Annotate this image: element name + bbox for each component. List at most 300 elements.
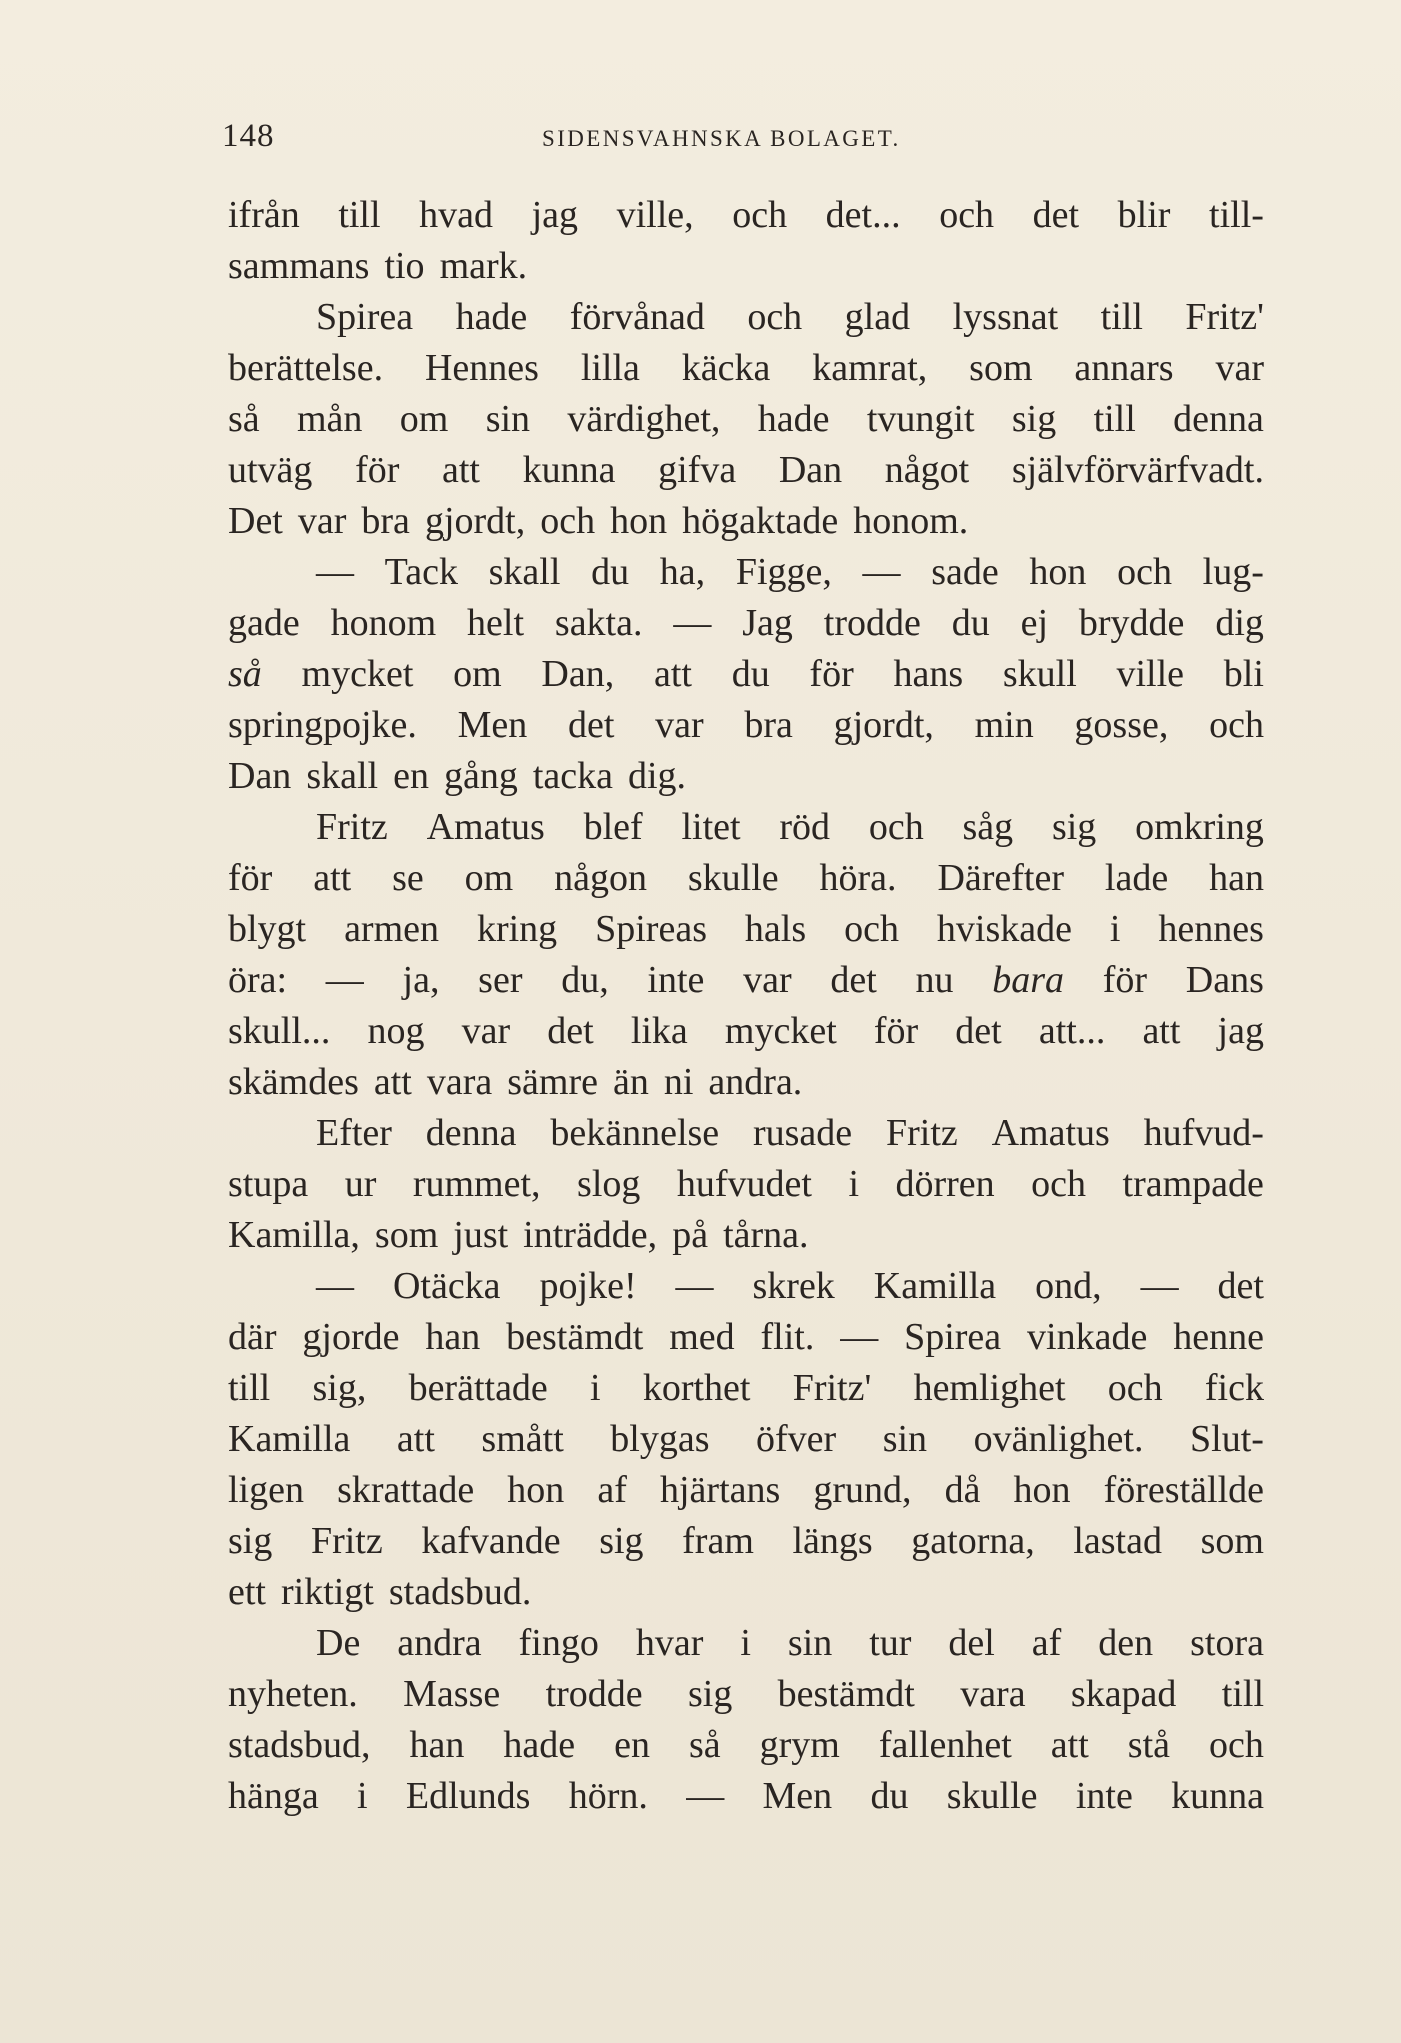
word: gatorna,: [911, 1520, 1035, 1562]
word: tvungit: [866, 398, 975, 440]
word: ur: [344, 1163, 377, 1205]
word: del: [948, 1622, 995, 1664]
text-line: [228, 1363, 1264, 1414]
word: bekännelse: [550, 1112, 720, 1154]
word: att: [442, 449, 480, 491]
word: grund,: [813, 1469, 912, 1511]
word: gjordt,: [833, 704, 934, 746]
word: bra: [361, 500, 410, 542]
word: ja,: [402, 959, 440, 1001]
word: ej: [1020, 602, 1049, 644]
word: så: [688, 1724, 721, 1766]
word: på: [672, 1214, 709, 1256]
word: —: [1140, 1265, 1179, 1307]
word: i: [1109, 908, 1121, 950]
text-line: [228, 1057, 1264, 1108]
word: hufvudet: [676, 1163, 812, 1205]
word: hänga: [228, 1775, 319, 1817]
text-line: [228, 802, 1264, 853]
text-line: [228, 1669, 1264, 1720]
word: flit.: [760, 1316, 815, 1358]
word: skull: [1002, 653, 1077, 695]
word: sig: [1051, 806, 1097, 848]
word: bra: [744, 704, 793, 746]
word: inte: [1075, 1775, 1133, 1817]
word: tio: [384, 245, 425, 287]
word: hviskade: [936, 908, 1072, 950]
word: det: [830, 959, 877, 1001]
word: då: [944, 1469, 981, 1511]
word: gjordt,: [424, 500, 526, 542]
word: —: [686, 1775, 725, 1817]
word: lastad: [1073, 1520, 1162, 1562]
word: vinkade: [1027, 1316, 1148, 1358]
word: fram: [682, 1520, 754, 1562]
word: skulle: [946, 1775, 1038, 1817]
word: för: [228, 857, 273, 899]
word: öra:: [228, 959, 288, 1001]
text-line: [228, 700, 1264, 751]
word: Fritz': [792, 1367, 872, 1409]
word: för: [809, 653, 854, 695]
word: i: [848, 1163, 859, 1205]
word: lilla: [580, 347, 640, 389]
word: blir: [1117, 194, 1171, 236]
word: armen: [344, 908, 440, 950]
text-line: [228, 547, 1264, 598]
word: utväg: [228, 449, 313, 491]
word: sig: [599, 1520, 644, 1562]
word: ond,: [1035, 1265, 1102, 1307]
word: föreställde: [1103, 1469, 1264, 1511]
body-text: [228, 190, 1264, 1822]
text-line: [228, 1261, 1264, 1312]
word: om: [453, 653, 502, 695]
word: något: [884, 449, 970, 491]
word: sade: [931, 551, 999, 593]
word: till-: [1209, 194, 1264, 236]
word: Dan: [228, 755, 292, 797]
word: skapad: [1070, 1673, 1177, 1715]
word: hade: [455, 296, 528, 338]
word: och: [747, 296, 803, 338]
word: Masse: [403, 1673, 501, 1715]
word: nu: [915, 959, 954, 1001]
word: sin: [882, 1418, 928, 1460]
word: var: [461, 1010, 511, 1052]
word: Men: [762, 1775, 833, 1817]
word: ett: [228, 1571, 266, 1613]
word: Slut-: [1190, 1418, 1264, 1460]
word: till: [1100, 296, 1143, 338]
word: som: [1200, 1520, 1264, 1562]
word: Fritz: [310, 1520, 383, 1562]
word: annars: [1074, 347, 1174, 389]
word: en: [393, 755, 429, 797]
word: han: [1209, 857, 1264, 899]
word: och: [540, 500, 596, 542]
word: förvånad: [569, 296, 705, 338]
word: litet: [681, 806, 741, 848]
word: se: [392, 857, 424, 899]
word: så: [228, 398, 260, 440]
word: stadsbud.: [388, 1571, 532, 1613]
word: Edlunds: [405, 1775, 531, 1817]
word: hon: [507, 1469, 565, 1511]
word: ser: [478, 959, 523, 1001]
word: Kamilla: [228, 1418, 351, 1460]
word: kamrat,: [812, 347, 928, 389]
word: det: [955, 1010, 1002, 1052]
text-line: [228, 241, 1264, 292]
word: i: [590, 1367, 601, 1409]
word: och: [1209, 704, 1264, 746]
word: om: [399, 398, 449, 440]
word: kring: [476, 908, 558, 950]
word: ville,: [616, 194, 694, 236]
word: någon: [554, 857, 647, 899]
word: —: [316, 551, 354, 593]
word: öfver: [756, 1418, 837, 1460]
text-line: [228, 496, 1264, 547]
word: Fritz: [886, 1112, 958, 1154]
word: sig: [228, 1520, 273, 1562]
word: för: [355, 449, 400, 491]
word: att: [313, 857, 352, 899]
word: bli: [1223, 653, 1264, 695]
word: honom.: [853, 500, 969, 542]
word: tur: [869, 1622, 912, 1664]
word: Dan,: [541, 653, 615, 695]
word: rummet,: [412, 1163, 541, 1205]
word: —: [673, 602, 712, 644]
word: var: [297, 500, 347, 542]
word: mån: [297, 398, 363, 440]
word: självförvärfvadt.: [1011, 449, 1264, 491]
word: som: [969, 347, 1033, 389]
word: var: [743, 959, 792, 1001]
word: röd: [779, 806, 831, 848]
word: Jag: [742, 602, 793, 644]
word: Dan: [778, 449, 843, 491]
word: omkring: [1135, 806, 1264, 848]
word: fallenhet: [878, 1724, 1012, 1766]
word: Otäcka: [392, 1265, 501, 1307]
word: du: [731, 653, 770, 695]
word: denna: [425, 1112, 517, 1154]
word: gifva: [658, 449, 737, 491]
word: i: [740, 1622, 751, 1664]
word: det: [568, 704, 615, 746]
word: —: [675, 1265, 714, 1307]
word: riktigt: [280, 1571, 374, 1613]
text-line: [228, 904, 1264, 955]
word: bestämdt: [506, 1316, 644, 1358]
word: högaktade: [682, 500, 839, 542]
word: höra.: [819, 857, 897, 899]
word: denna: [1173, 398, 1264, 440]
word: hvad: [419, 194, 493, 236]
word: var: [1215, 347, 1264, 389]
word: gade: [228, 602, 300, 644]
word: var: [655, 704, 704, 746]
word: sammans: [228, 245, 370, 287]
word: och: [868, 806, 924, 848]
word: blygt: [228, 908, 307, 950]
word: inte: [647, 959, 705, 1001]
word: rusade: [752, 1112, 853, 1154]
word: glad: [844, 296, 911, 338]
text-line: [228, 598, 1264, 649]
page-number: 148: [222, 118, 275, 154]
word: skulle: [687, 857, 779, 899]
word: käcka: [681, 347, 771, 389]
word: sig,: [312, 1367, 367, 1409]
word: Det: [228, 500, 283, 542]
text-line: [228, 853, 1264, 904]
word: Men: [457, 704, 528, 746]
word: sig: [687, 1673, 733, 1715]
word: sämre: [507, 1061, 598, 1103]
word: sin: [485, 398, 531, 440]
word: och: [732, 194, 788, 236]
word: Kamilla,: [228, 1214, 360, 1256]
word: gjorde: [302, 1316, 400, 1358]
emphasized-word: så: [228, 653, 262, 695]
word: skämdes: [228, 1061, 359, 1103]
word: skrattade: [337, 1469, 475, 1511]
word: det...: [825, 194, 901, 236]
word: andra.: [708, 1061, 803, 1103]
word: ha,: [659, 551, 706, 593]
word: Kamilla: [873, 1265, 997, 1307]
word: hemlighet: [913, 1367, 1066, 1409]
text-line: [228, 1618, 1264, 1669]
word: tårna.: [723, 1214, 809, 1256]
word: vara: [426, 1061, 493, 1103]
word: den: [1098, 1622, 1154, 1664]
word: af: [597, 1469, 627, 1511]
text-line: [228, 1210, 1264, 1261]
text-line: [228, 1771, 1264, 1822]
word: bestämdt: [777, 1673, 915, 1715]
word: ville: [1116, 653, 1185, 695]
word: Figge,: [735, 551, 832, 593]
word: just: [453, 1214, 509, 1256]
word: han: [409, 1724, 465, 1766]
word: stupa: [228, 1163, 309, 1205]
word: till: [228, 1367, 271, 1409]
word: nog: [367, 1010, 425, 1052]
word: och: [844, 908, 899, 950]
word: för: [873, 1010, 919, 1052]
text-line: [228, 1465, 1264, 1516]
word: skrek: [752, 1265, 835, 1307]
word: —: [840, 1316, 879, 1358]
word: brydde: [1078, 602, 1185, 644]
word: berättade: [408, 1367, 548, 1409]
text-line: [228, 955, 1264, 1006]
word: sakta.: [554, 602, 643, 644]
word: gosse,: [1074, 704, 1169, 746]
word: jag: [531, 194, 579, 236]
word: om: [464, 857, 514, 899]
word: ifrån: [228, 194, 300, 236]
word: Därefter: [937, 857, 1064, 899]
word: hans: [893, 653, 964, 695]
word: springpojke.: [228, 704, 417, 746]
word: med: [669, 1316, 735, 1358]
word: inträdde,: [523, 1214, 658, 1256]
word: Amatus: [426, 806, 545, 848]
word: du: [870, 1775, 909, 1817]
word: hals: [744, 908, 807, 950]
word: det: [1032, 194, 1080, 236]
word: att: [396, 1418, 435, 1460]
word: Amatus: [991, 1112, 1110, 1154]
word: lade: [1104, 857, 1169, 899]
word: pojke!: [539, 1265, 637, 1307]
word: till: [1093, 398, 1136, 440]
word: Fritz: [316, 806, 388, 848]
word: hon: [1029, 551, 1087, 593]
word: och: [1117, 551, 1172, 593]
word: Hennes: [424, 347, 539, 389]
word: dörren: [895, 1163, 995, 1205]
word: sin: [787, 1622, 833, 1664]
word: du: [591, 551, 630, 593]
word: —: [325, 959, 364, 1001]
word: dig.: [628, 755, 687, 797]
word: Spirea: [904, 1316, 1002, 1358]
text-line: [228, 1108, 1264, 1159]
word: en: [614, 1724, 650, 1766]
word: än: [612, 1061, 649, 1103]
word: värdighet,: [567, 398, 721, 440]
word: Efter: [316, 1112, 392, 1154]
word: längs: [792, 1520, 873, 1562]
word: och: [939, 194, 995, 236]
word: till: [338, 194, 381, 236]
word: till: [1221, 1673, 1264, 1715]
word: berättelse.: [228, 347, 384, 389]
text-line: [228, 1414, 1264, 1465]
text-line: [228, 292, 1264, 343]
text-line: [228, 649, 1264, 700]
word: det: [1217, 1265, 1264, 1307]
text-line: [228, 343, 1264, 394]
text-line: [228, 445, 1264, 496]
text-line: [228, 190, 1264, 241]
word: slog: [577, 1163, 641, 1205]
word: stadsbud,: [228, 1724, 371, 1766]
word: hon: [1013, 1469, 1071, 1511]
word: af: [1031, 1622, 1062, 1664]
word: lyssnat: [952, 296, 1059, 338]
word: dig: [1215, 602, 1264, 644]
word: skull...: [228, 1010, 331, 1052]
running-title: SIDENSVAHNSKA BOLAGET.: [542, 126, 901, 151]
word: vara: [960, 1673, 1026, 1715]
word: i: [357, 1775, 368, 1817]
word: trampade: [1122, 1163, 1264, 1205]
word: stora: [1190, 1622, 1264, 1664]
word: det: [547, 1010, 594, 1052]
word: —: [316, 1265, 354, 1307]
word: kunna: [1171, 1775, 1264, 1817]
word: för: [1102, 959, 1148, 1001]
text-line: [228, 1312, 1264, 1363]
word: Fritz': [1185, 296, 1264, 338]
text-line: [228, 751, 1264, 802]
word: ni: [663, 1061, 694, 1103]
word: Tack: [384, 551, 458, 593]
word: Dans: [1185, 959, 1264, 1001]
word: lika: [630, 1010, 688, 1052]
word: trodde: [823, 602, 921, 644]
word: och: [1107, 1367, 1163, 1409]
word: blygas: [610, 1418, 710, 1460]
word: smått: [481, 1418, 564, 1460]
word: sig: [1011, 398, 1057, 440]
word: hennes: [1158, 908, 1264, 950]
word: kafvande: [421, 1520, 561, 1562]
word: du: [951, 602, 990, 644]
word: att: [653, 653, 692, 695]
word: hjärtans: [659, 1469, 781, 1511]
word: att: [1142, 1010, 1181, 1052]
word: och: [1031, 1163, 1087, 1205]
word: mycket: [301, 653, 414, 695]
word: fick: [1204, 1367, 1264, 1409]
word: du,: [561, 959, 609, 1001]
word: stå: [1127, 1724, 1170, 1766]
word: grym: [759, 1724, 840, 1766]
word: att: [373, 1061, 412, 1103]
word: där: [228, 1316, 277, 1358]
word: Spirea: [316, 296, 414, 338]
word: hade: [503, 1724, 576, 1766]
word: nyheten.: [228, 1673, 358, 1715]
word: De: [316, 1622, 361, 1664]
word: ligen: [228, 1469, 304, 1511]
word: hon: [610, 500, 668, 542]
word: Spireas: [595, 908, 707, 950]
word: —: [862, 551, 901, 593]
word: fingo: [518, 1622, 599, 1664]
word: att: [1050, 1724, 1089, 1766]
text-line: [228, 1006, 1264, 1057]
word: trodde: [545, 1673, 643, 1715]
word: min: [974, 704, 1034, 746]
word: och: [1209, 1724, 1264, 1766]
word: lug-: [1202, 551, 1264, 593]
word: kunna: [522, 449, 616, 491]
word: gång: [443, 755, 518, 797]
word: andra: [397, 1622, 482, 1664]
word: att...: [1038, 1010, 1106, 1052]
word: han: [425, 1316, 481, 1358]
word: honom: [330, 602, 437, 644]
word: jag: [1217, 1010, 1264, 1052]
word: mycket: [724, 1010, 837, 1052]
text-line: [228, 1159, 1264, 1210]
word: skall: [306, 755, 379, 797]
word: henne: [1173, 1316, 1264, 1358]
text-line: [228, 1567, 1264, 1618]
word: såg: [962, 806, 1014, 848]
word: tacka: [532, 755, 613, 797]
